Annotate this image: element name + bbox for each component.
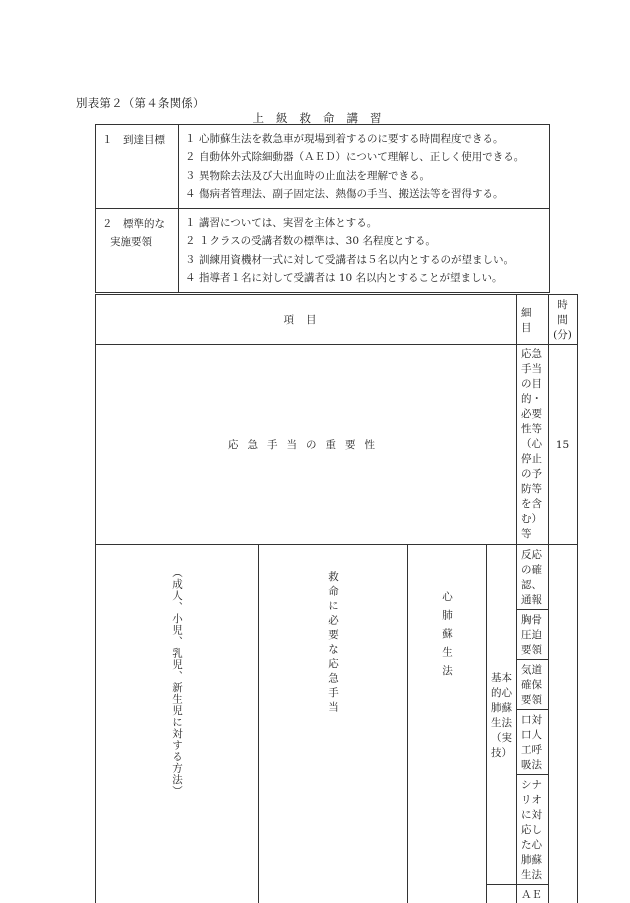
item-text: 訓練用資機材一式に対して受講者は５名以内とするのが望ましい。 <box>199 253 514 266</box>
goal-item <box>185 166 545 185</box>
importance-detail-text: 応急手当の目的・必要性等（心停止の予防等を含む）等 <box>521 348 542 540</box>
header-time: 時間(分) <box>548 295 577 345</box>
standard-label-line: 実施要領 <box>110 236 152 248</box>
item-text: 傷病者管理法、副子固定法、熱傷の手当、搬送法等を習得する。 <box>199 188 504 201</box>
rescue-group-sub <box>96 545 259 903</box>
goal-item <box>185 129 545 148</box>
item-text: 講習については、実習を主体とする。 <box>199 216 378 229</box>
detail-cell: 気道確保要領 <box>517 660 549 710</box>
item-text: １クラスの受講者数の標準は、30 名程度とする。 <box>199 235 436 248</box>
detail-cell: ＡＥ <box>517 885 549 903</box>
goal-item <box>185 148 545 167</box>
detail-cell: 胸骨圧迫要領 <box>517 610 549 660</box>
standard-item <box>185 213 545 232</box>
goals-row <box>96 125 550 209</box>
importance-detail <box>517 345 549 545</box>
rescue-group-label-text: 救命に必要な応急手当 <box>327 571 339 716</box>
cpr-label-text: 心肺蘇生法 <box>441 591 453 684</box>
rescue-time <box>548 545 577 903</box>
item-text: 指導者１名に対して受講者は 10 名以内とすることが望ましい。 <box>199 272 503 285</box>
rescue-group-sub-text: （成人、小児、乳児、新生児に対する方法） <box>171 567 183 797</box>
importance-row <box>96 345 578 545</box>
item-number: １ <box>185 132 196 145</box>
importance-time: 15 <box>548 345 577 545</box>
detail-cell: 口対口人工呼吸法 <box>517 710 549 775</box>
curriculum-table <box>95 294 578 903</box>
goals-items <box>179 125 550 209</box>
aed-label <box>487 885 517 903</box>
header-row <box>96 295 578 345</box>
goal-item <box>185 185 545 204</box>
standard-label-line: ２ 標準的な <box>102 218 165 230</box>
header-detail: 細目 <box>517 295 549 345</box>
item-number: ２ <box>185 235 196 248</box>
item-text: 自動体外式除細動器（ＡＥＤ）について理解し、正しく使用できる。 <box>199 151 525 164</box>
standard-item <box>185 269 545 288</box>
standard-label <box>96 209 179 293</box>
item-number: ４ <box>185 188 196 201</box>
item-number: ３ <box>185 169 196 182</box>
item-number: ２ <box>185 151 196 164</box>
importance-label: 応急手当の重要性 <box>96 345 517 545</box>
goals-label-text: １ 到達目標 <box>102 134 165 146</box>
goals-label <box>96 125 179 209</box>
item-number: １ <box>185 216 196 229</box>
standard-row <box>96 209 550 293</box>
standard-item <box>185 250 545 269</box>
basic-cpr-label: 基本的心肺蘇生法（実技） <box>487 545 517 885</box>
item-number: ４ <box>185 272 196 285</box>
page-title: 上級救命講習 <box>252 111 394 125</box>
appendix-reference: 別表第２（第４条関係） <box>76 96 205 110</box>
summary-table <box>95 124 550 293</box>
item-text: 異物除去法及び大出血時の止血法を理解できる。 <box>199 169 430 182</box>
rescue-group-label <box>259 545 408 903</box>
item-number: ３ <box>185 253 196 266</box>
standard-items <box>179 209 550 293</box>
item-text: 心肺蘇生法を救急車が現場到着するのに要する時間程度できる。 <box>199 132 504 145</box>
detail-cell: 反応の確認、通報 <box>517 545 549 610</box>
cpr-label <box>408 545 487 903</box>
detail-cell: シナリオに対応した心肺蘇生法 <box>517 775 549 885</box>
header-item: 項目 <box>96 295 517 345</box>
standard-item <box>185 232 545 251</box>
table-row <box>96 545 578 610</box>
